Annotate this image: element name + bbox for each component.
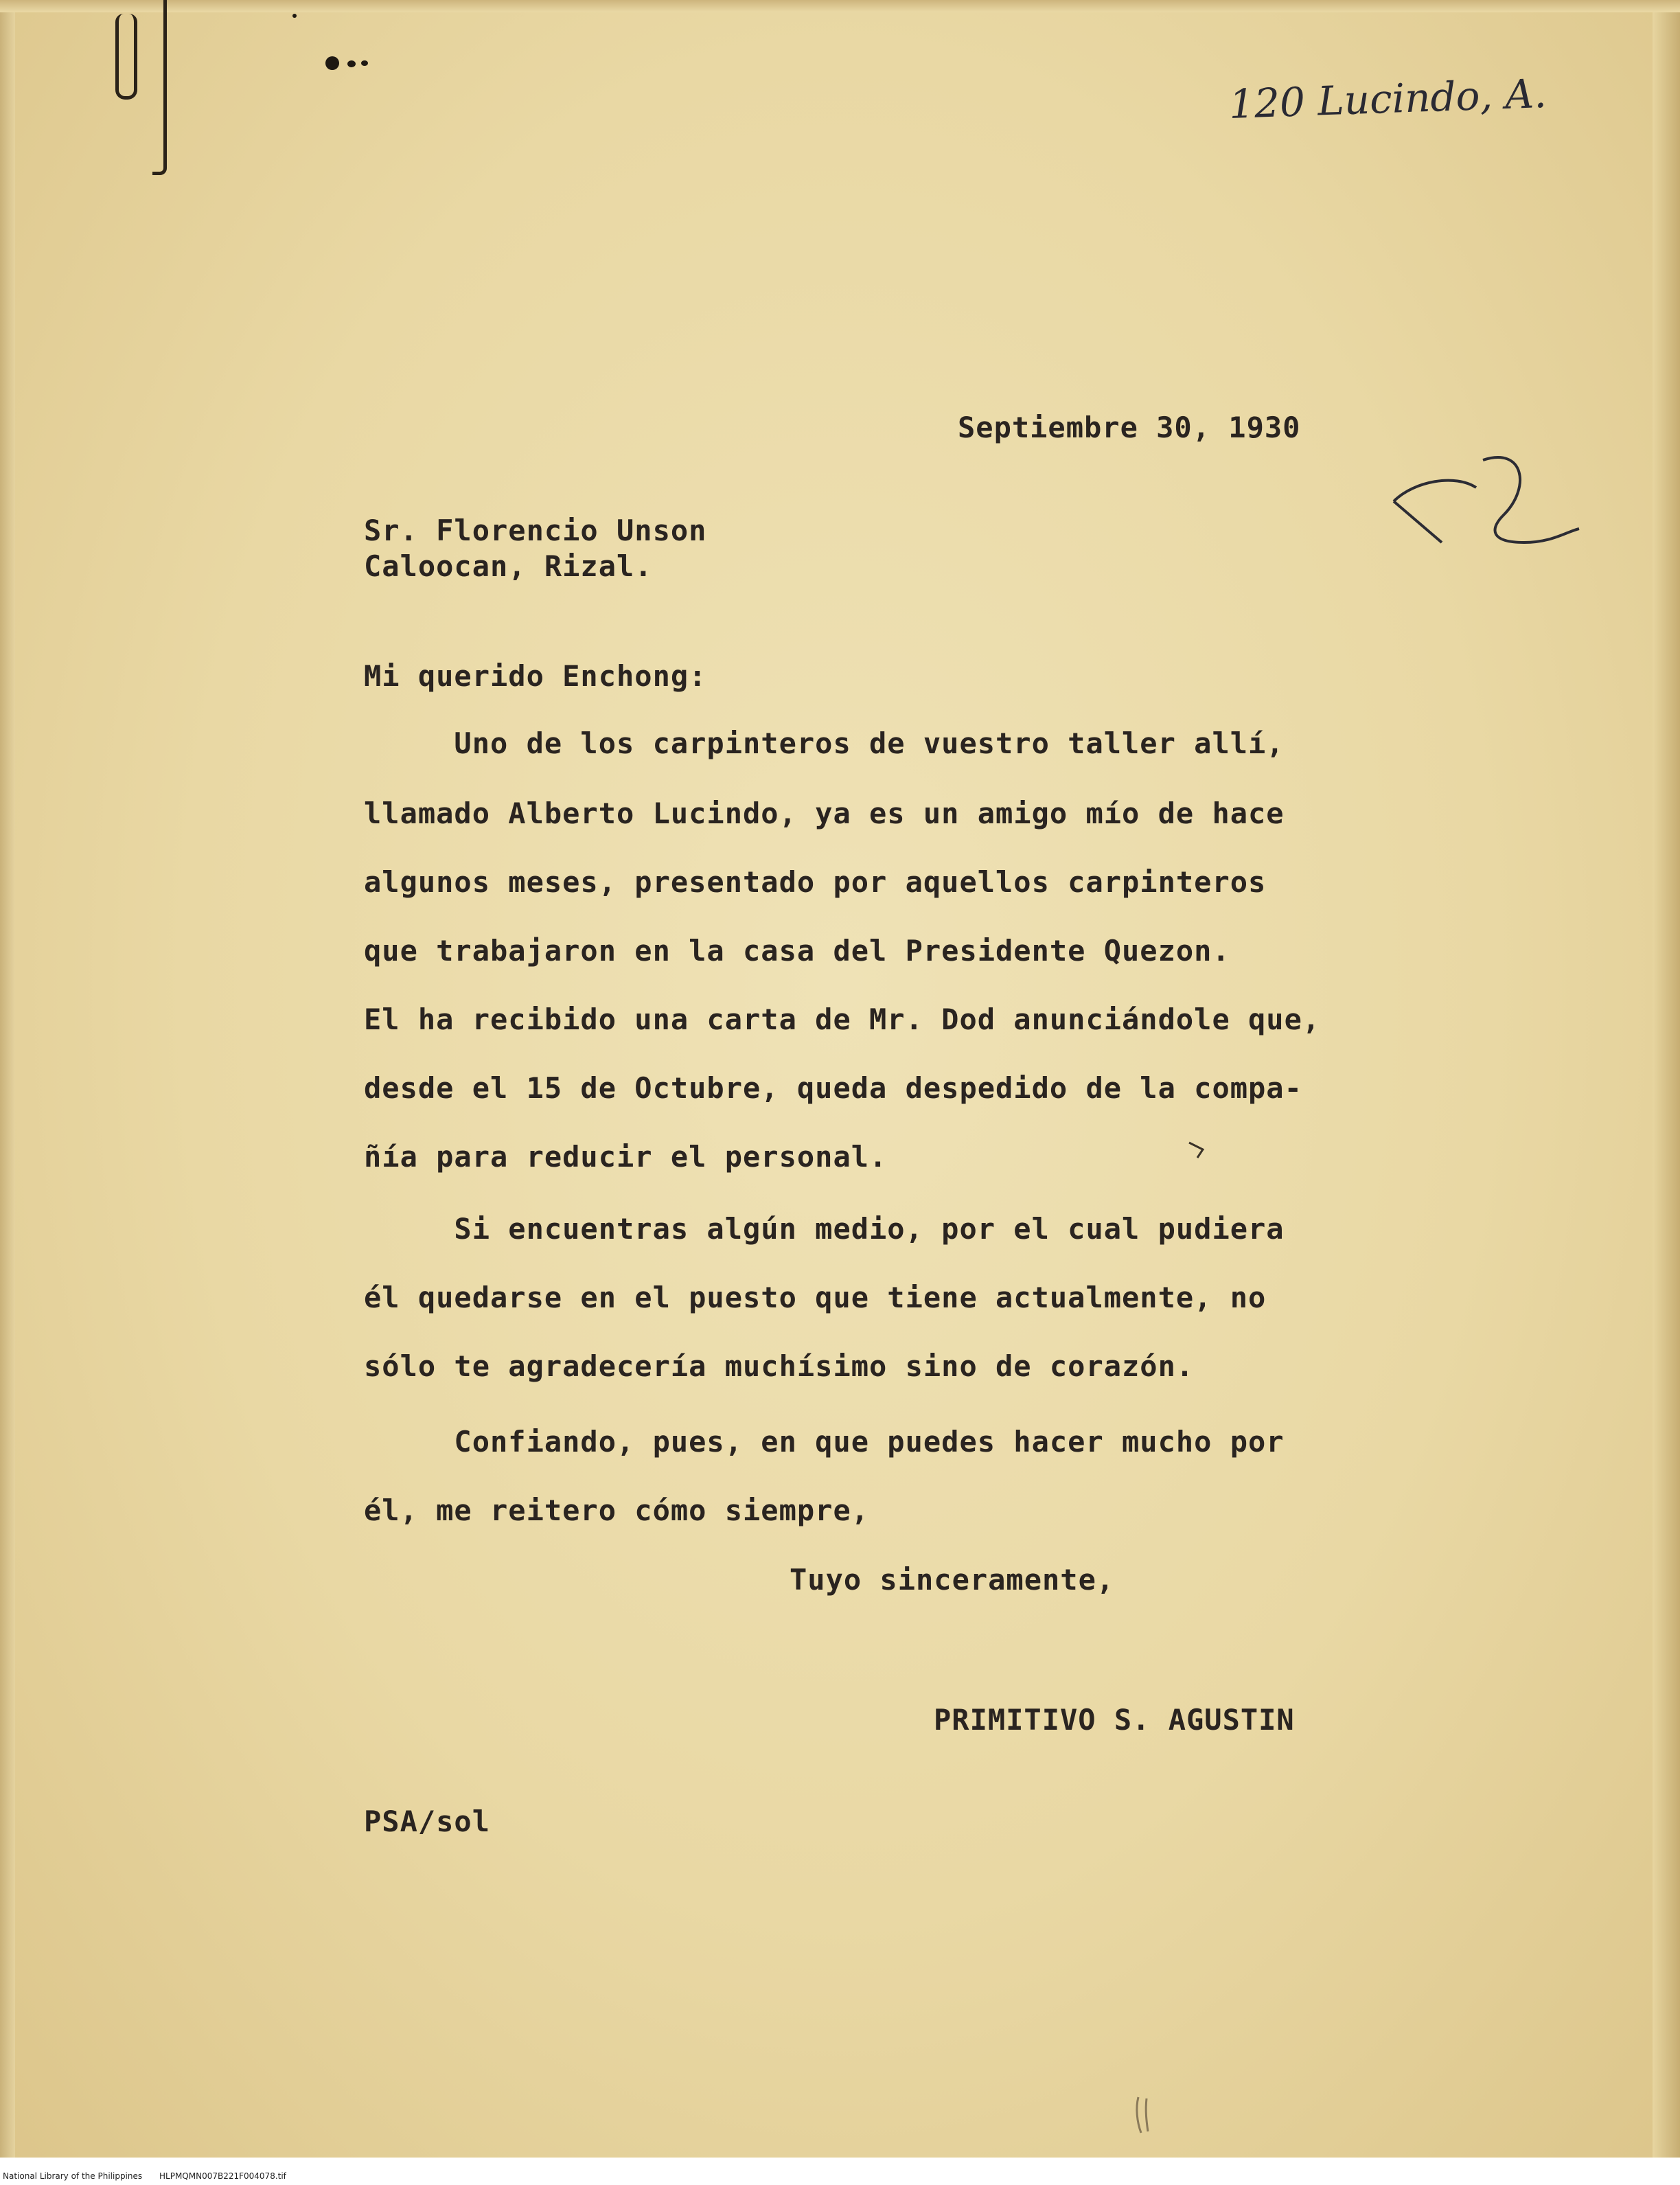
body-line: llamado Alberto Lucindo, ya es un amigo mío de hace [364,797,1285,830]
body-line: que trabajaron en la casa del Presidente Quezon. [364,934,1230,968]
scan-footer [0,2167,1680,2185]
typist-initials: PSA/sol [364,1805,491,1838]
body-line: El ha recibido una carta de Mr. Dod anunciándole que, [364,1003,1321,1036]
page-edge-right [1653,0,1680,2185]
body-line: algunos meses, presentado por aquellos carpinteros [364,865,1267,899]
body-line: ñía para reducir el personal. [364,1140,888,1174]
binder-mark-right [152,0,167,175]
body-line: él quedarse en el puesto que tiene actualmente, no [364,1281,1267,1314]
recipient-name: Sr. Florencio Unson [364,514,707,547]
stray-mark [1133,2094,1153,2136]
ink-dot [361,60,368,66]
body-line: sólo te agradecería muchísimo sino de corazón. [364,1349,1195,1383]
closing: Tuyo sinceramente, [790,1563,1115,1597]
salutation: Mi querido Enchong: [364,659,707,693]
footer-file-name: HLPMQMN007B221F004078.tif [159,2171,286,2181]
binder-mark-left [115,14,137,100]
body-line: desde el 15 de Octubre, queda despedido de la compa- [364,1071,1302,1105]
pencil-mark [1387,439,1593,563]
body-line: Confiando, pues, en que puedes hacer mucho por [364,1425,1285,1458]
body-line: Uno de los carpinteros de vuestro taller allí, [364,727,1285,760]
recipient-address: Caloocan, Rizal. [364,549,653,583]
footer-institution: National Library of the Philippines [3,2171,143,2181]
letter-date: Septiembre 30, 1930 [958,411,1301,444]
page-edge-top [0,0,1680,12]
handwritten-annotation: 120 Lucindo, A. [1228,69,1547,128]
body-line: Si encuentras algún medio, por el cual pudiera [364,1212,1285,1246]
ink-dot [325,56,339,70]
ink-dot [292,14,297,18]
signature-name: PRIMITIVO S. AGUSTIN [934,1703,1295,1737]
stray-mark [1188,1140,1215,1160]
body-line: él, me reitero cómo siempre, [364,1494,870,1527]
page-edge-left [0,0,15,2185]
ink-dot [347,60,356,67]
